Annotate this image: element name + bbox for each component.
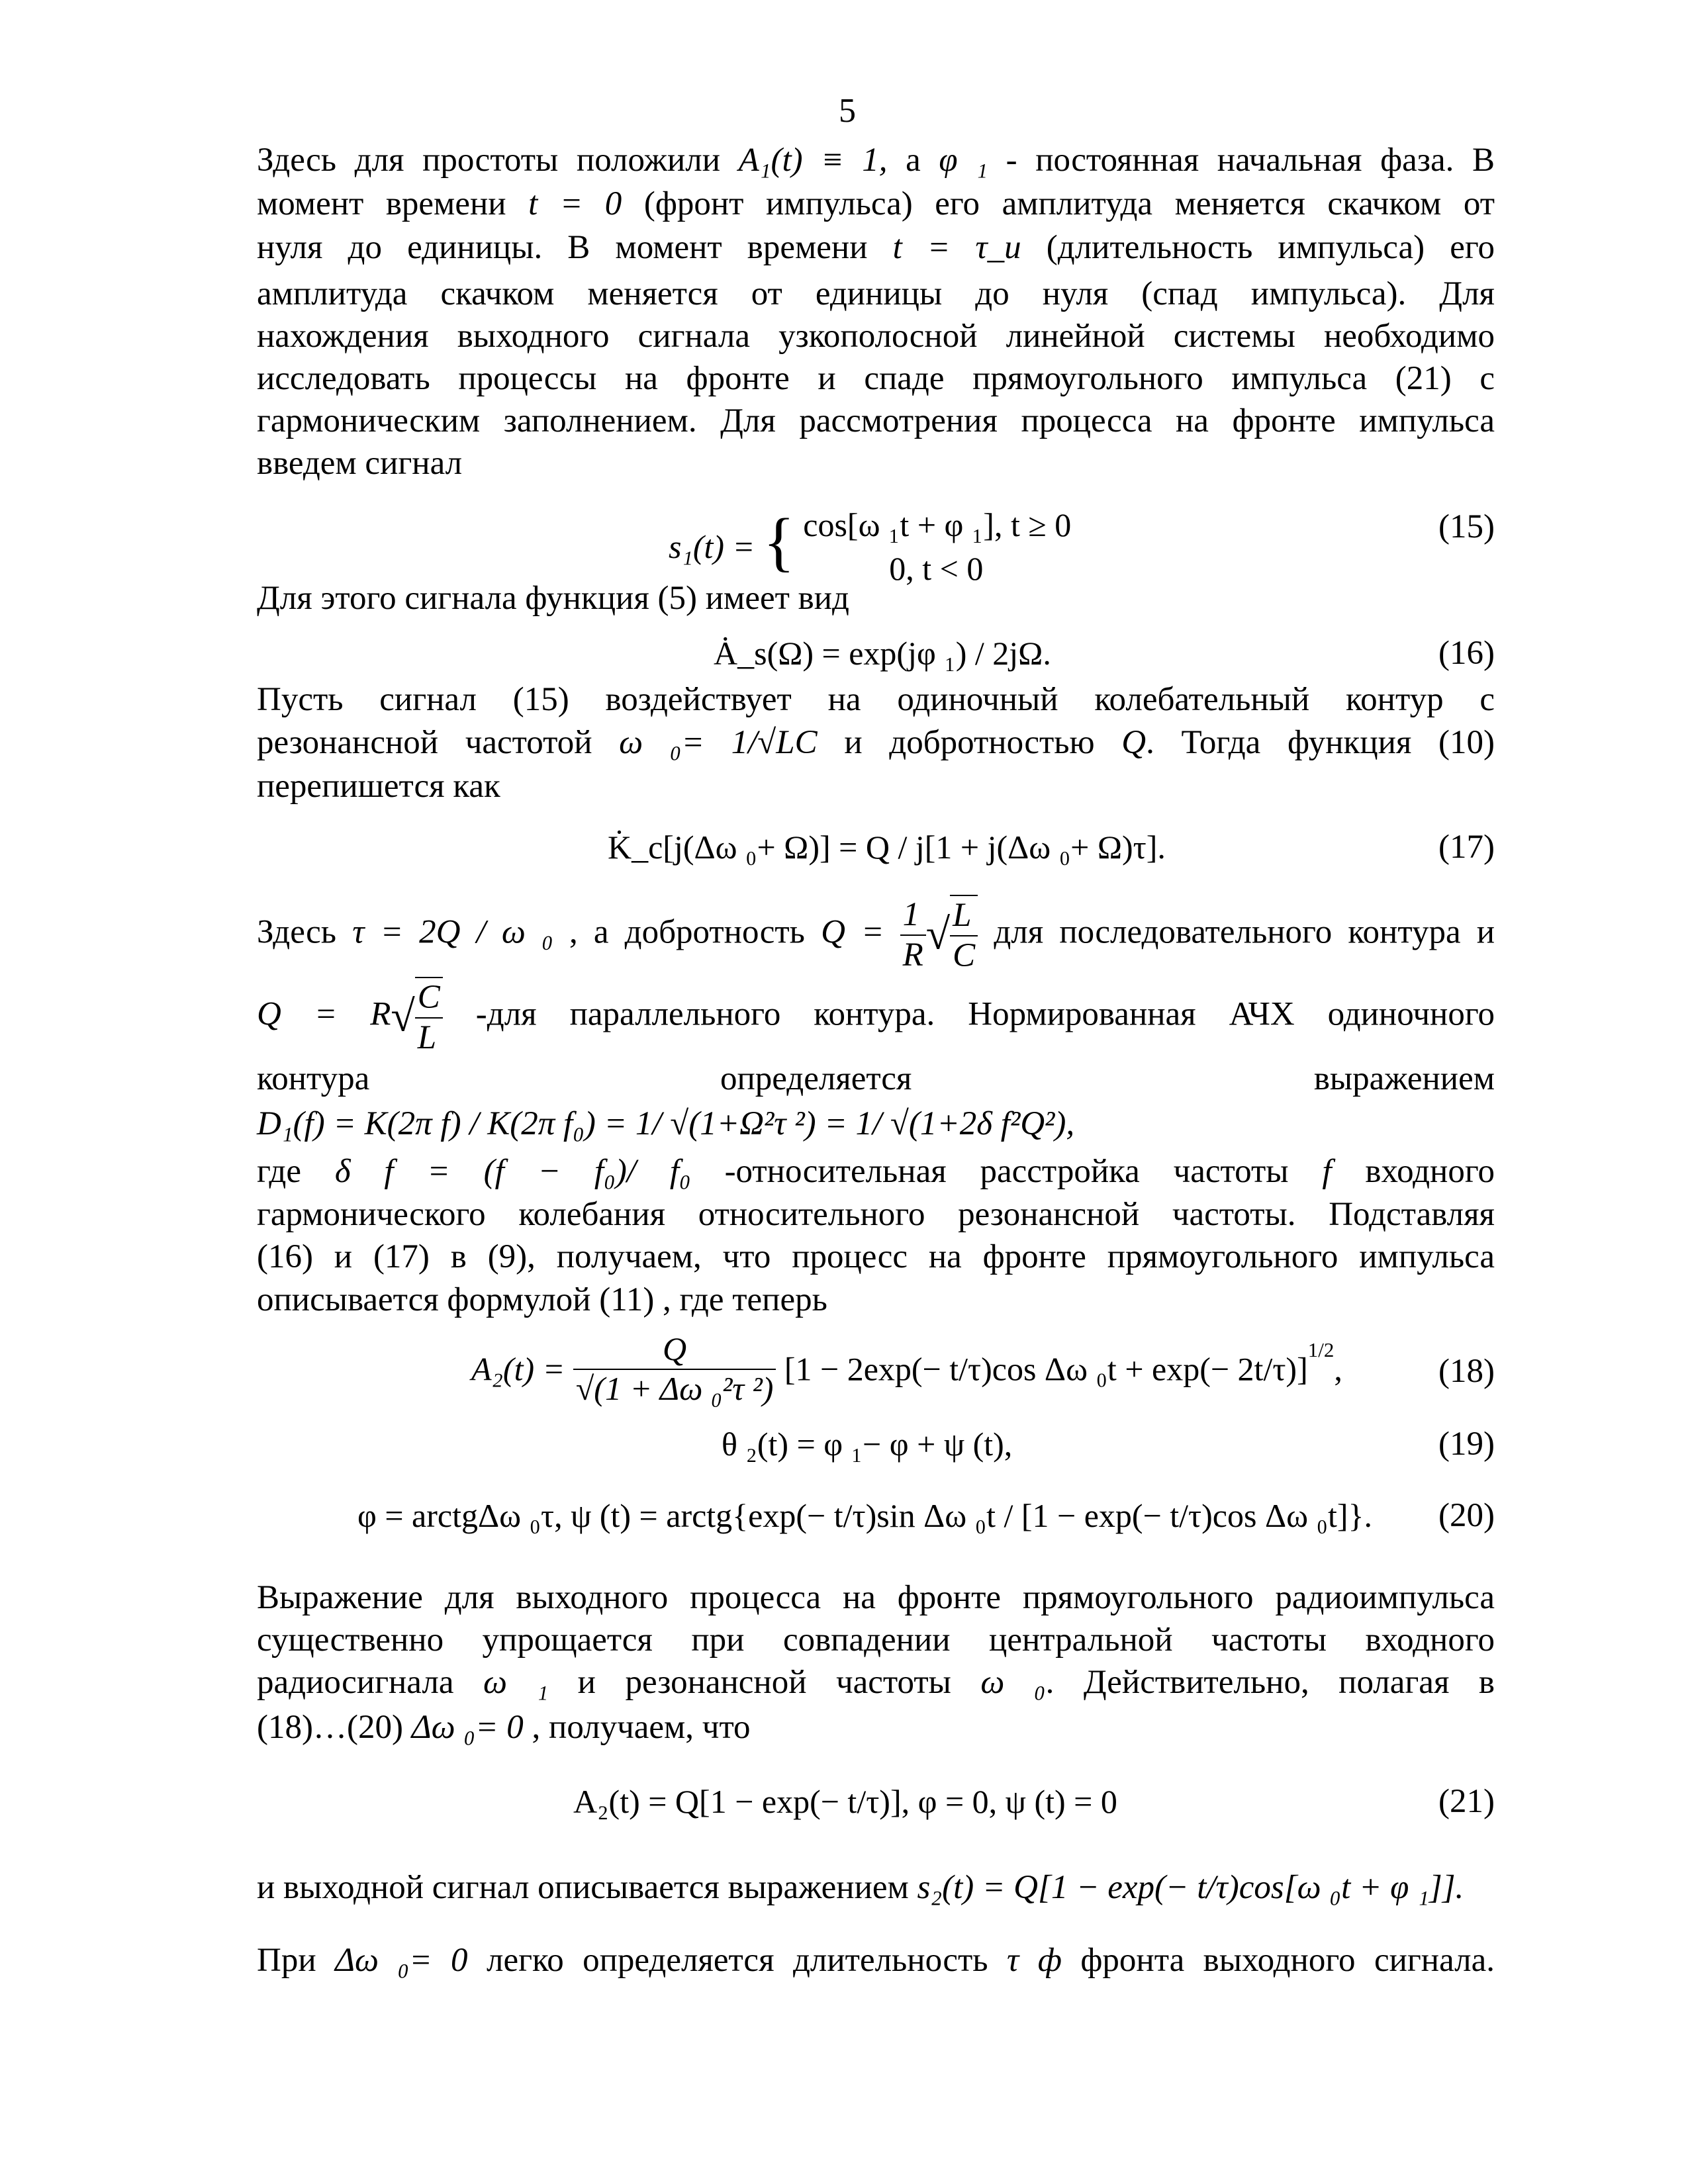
text-line: гармоническим заполнением. Для рассмотрения процесса на фронте импульса bbox=[257, 402, 1495, 439]
equation-16: Ȧ_s(Ω) = exp(jφ ₁) / 2jΩ. bbox=[714, 635, 1051, 672]
text-line: амплитуда скачком меняется от единицы до нуля (спад импульса). Для bbox=[257, 275, 1495, 312]
text-line: и выходной сигнал описывается выражением s₂(t) = Q[1 − exp(− t/τ)cos[ω ₀t + φ ₁]]. bbox=[257, 1869, 1464, 1906]
text-line: нуля до единицы. В момент времени t = τ_и (длительность импульса) его bbox=[257, 229, 1495, 266]
equation-number: (21) bbox=[1438, 1783, 1495, 1820]
equation-number: (16) bbox=[1438, 635, 1495, 672]
text-line: Пусть сигнал (15) воздействует на одиночный колебательный контур с bbox=[257, 681, 1495, 718]
text-line: введем сигнал bbox=[257, 445, 463, 482]
text-line: где δ f = (f − f₀)/ f₀ -относительная расстройка частоты f входного bbox=[257, 1153, 1495, 1190]
text-line: Выражение для выходного процесса на фронте прямоугольного радиоимпульса bbox=[257, 1579, 1495, 1616]
equation-number: (17) bbox=[1438, 829, 1495, 866]
text-line: D₁(f) = K(2π f) / K(2π f₀) = 1/ √(1+Ω²τ ²) = 1/ √(1+2δ f²Q²), bbox=[257, 1105, 1075, 1142]
text-line: При Δω ₀= 0 легко определяется длительность τ ф фронта выходного сигнала. bbox=[257, 1942, 1495, 1979]
equation-19: θ ₂(t) = φ ₁− φ + ψ (t), bbox=[722, 1426, 1013, 1463]
equation-number: (20) bbox=[1438, 1497, 1495, 1534]
text-line: радиосигнала ω ₁ и резонансной частоты ω ₀. Действительно, полагая в bbox=[257, 1664, 1495, 1701]
equation-21: A₂(t) = Q[1 − exp(− t/τ)], φ = 0, ψ (t) = 0 bbox=[573, 1783, 1117, 1820]
equation-15: s₁(t) = { cos[ω ₁t + φ ₁], t ≥ 0 0, t < 0 bbox=[669, 504, 1072, 587]
page-number: 5 bbox=[839, 92, 856, 130]
text-line: существенно упрощается при совпадении центральной частоты входного bbox=[257, 1621, 1495, 1659]
equation-number: (15) bbox=[1438, 508, 1495, 545]
text-line: (18)…(20) Δω ₀= 0 , получаем, что bbox=[257, 1709, 751, 1746]
text-line: нахождения выходного сигнала узкополосной линейной системы необходимо bbox=[257, 318, 1495, 355]
text-line: Здесь для простоты положили A₁(t) ≡ 1, а φ ₁ - постоянная начальная фаза. В bbox=[257, 142, 1495, 179]
document-page: 5 Здесь для простоты положили A₁(t) ≡ 1, а φ ₁ - постоянная начальная фаза. В момент времени t = 0 (фронт импульса) его амплитуда меняется скачком от нуля до единицы. В момент времени t = τ_и (длительность импульса) его амплитуда скачком меняется от единицы до нуля (спад импульса). Для нахождения выходного сигнала узкополосной линейной системы необходимо исследовать процессы на фронте и спаде прямоугольного импульса (21) с гармоническим заполнением. Для рассмотрения процесса на фронте импульса введем сигнал s₁(t) = { cos[ω ₁t + φ ₁], t ≥ 0 0, t < 0 (15) Для этого сигнала функция (5) имеет вид Ȧ_s(Ω) = exp(jφ ₁) / 2jΩ. (16) Пусть сигнал (15) воздействует на одиночный колебательный контур с резонансной частотой ω ₀= 1/√LC и добротностью Q. Тогда функция (10) перепишется как K̇_c[j(Δω ₀+ Ω)] = Q / j[1 + j(Δω ₀+ Ω)τ]. (17) Здесь τ = 2Q / ω ₀ , а добротность Q = $\frac{1}{R}$ √ $\frac{L}{C}$ для последовательного контура и Q = R√ $\frac{C}{L}$ -для параллельного контура. Нормированная АЧХ одиночного контура определяется выражением D₁(f) = K(2π f) / K(2π f₀) = 1/ √(1+Ω²τ ²) = 1/ √(1+2δ f²Q²), где δ f = (f − f₀)/ f₀ -относительная расстройка частоты f входного гармонического колебания относительного резонансной частоты. Подставляя (16) и (17) в (9), получаем, что процесс на фронте прямоугольного импульса описывается формулой (11) , где теперь A₂(t) = $\frac{Q}{\text{√(1 + Δω ₀²τ ²)}}$ [1 − 2exp(− t/τ)cos Δω ₀t + exp(− 2t/τ)]$^{1/2}$, (18) θ ₂(t) = φ ₁− φ + ψ (t), (19) φ = arctgΔω ₀τ, ψ (t) = arctg{exp(− t/τ)sin Δω ₀t / [1 − exp(− t/τ)cos Δω ₀t]}. (20) Выражение для выходного процесса на фронте прямоугольного радиоимпульса существенно упрощается при совпадении центральной частоты входного радиосигнала ω ₁ и резонансной частоты ω ₀. Действительно, полагая в (18)…(20) Δω ₀= 0 , получаем, что A₂(t) = Q[1 − exp(− t/τ)], φ = 0, ψ (t) = 0 (21) и выходной сигнал описывается выражением s₂(t) = Q[1 − exp(− t/τ)cos[ω ₀t + φ ₁]]. При Δω ₀= 0 легко определяется длительность τ ф фронта выходного сигнала. bbox=[0, 0, 1688, 2184]
text-line: момент времени t = 0 (фронт импульса) его амплитуда меняется скачком от bbox=[257, 185, 1495, 222]
text-line: исследовать процессы на фронте и спаде прямоугольного импульса (21) с bbox=[257, 360, 1495, 397]
equation-20: φ = arctgΔω ₀τ, ψ (t) = arctg{exp(− t/τ)sin Δω ₀t / [1 − exp(− t/τ)cos Δω ₀t]}. bbox=[357, 1497, 1372, 1534]
text-line: Для этого сигнала функция (5) имеет вид bbox=[257, 580, 849, 617]
text-line: гармонического колебания относительного резонансной частоты. Подставляя bbox=[257, 1196, 1495, 1233]
fraction: $\frac{Q}{\text{√(1 + Δω ₀²τ ²)}}$ bbox=[573, 1330, 776, 1408]
fraction: $\frac{L}{C}$ bbox=[950, 895, 978, 975]
equation-17: K̇_c[j(Δω ₀+ Ω)] = Q / j[1 + j(Δω ₀+ Ω)τ]. bbox=[608, 829, 1166, 866]
fraction: $\frac{C}{L}$ bbox=[415, 977, 443, 1057]
text-line: Здесь τ = 2Q / ω ₀ , а добротность Q = $\frac{1}{R}$ √ $\frac{L}{C}$ для последовательного контура и bbox=[257, 896, 1495, 974]
text-line: перепишется как bbox=[257, 768, 500, 805]
equation-number: (18) bbox=[1438, 1353, 1495, 1390]
text-line: Q = R√ $\frac{C}{L}$ -для параллельного контура. Нормированная АЧХ одиночного bbox=[257, 977, 1495, 1057]
fraction: $\frac{1}{R}$ bbox=[900, 895, 926, 974]
equation-number: (19) bbox=[1438, 1426, 1495, 1463]
text-line: резонансной частотой ω ₀= 1/√LC и добротностью Q. Тогда функция (10) bbox=[257, 724, 1495, 761]
left-brace: { bbox=[763, 504, 795, 578]
text-line: описывается формулой (11) , где теперь bbox=[257, 1281, 827, 1318]
text-line: (16) и (17) в (9), получаем, что процесс на фронте прямоугольного импульса bbox=[257, 1238, 1495, 1275]
equation-18: A₂(t) = $\frac{Q}{\text{√(1 + Δω ₀²τ ²)}}$ [1 − 2exp(− t/τ)cos Δω ₀t + exp(− 2t/τ)]$^{1/2}$, bbox=[471, 1330, 1342, 1407]
